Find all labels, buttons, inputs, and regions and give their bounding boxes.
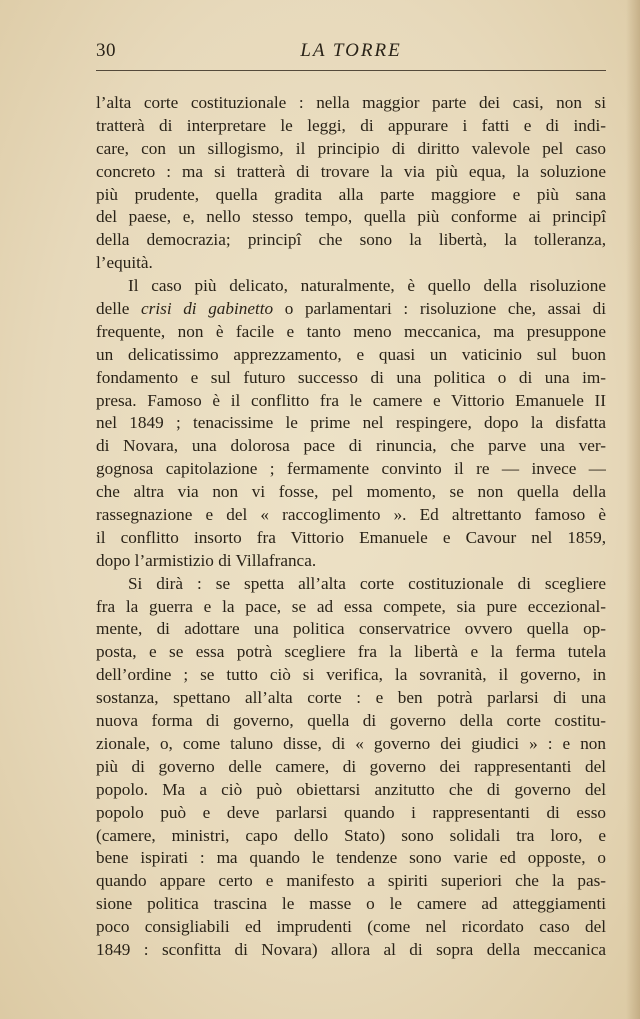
- text-line: poco consigliabili ed imprudenti (come nel ricordato caso del: [96, 917, 606, 937]
- text-fragment: delle: [96, 299, 142, 319]
- text-line: concreto : ma si tratterà di trovare la via più equa, la soluzione: [96, 161, 606, 181]
- text-line: più di governo delle camere, di governo dei rappresentanti del: [96, 756, 606, 776]
- text-line: l’alta corte costituzionale : nella maggior parte dei casi, non si: [96, 93, 606, 112]
- text-line: sostanza, spettano all’alta corte : e ben potrà parlarsi di una: [96, 688, 606, 708]
- italic-term: crisi di gabinetto: [141, 299, 274, 319]
- text-line: 1849 : sconfitta di Novara) allora al di sopra della meccanica: [96, 939, 606, 959]
- text-line: dopo l’armistizio di Villafranca.: [96, 550, 317, 570]
- text-line: presa. Famoso è il conflitto fra le camere e Vittorio Emanuele II: [96, 390, 606, 410]
- text-line: bene ispirati : ma quando le tendenze sono varie ed opposte, o: [96, 848, 606, 868]
- text-line: [96, 298, 606, 321]
- text-line: Si dirà : se spetta all’alta corte costituzionale di scegliere: [128, 573, 606, 593]
- text-line: frequente, non è facile e tanto meno meccanica, ma presuppone: [96, 321, 606, 341]
- text-line: posta, e se essa potrà scegliere fra la libertà e la ferma tutela: [96, 642, 606, 662]
- text-fragment: o parlamentari : risoluzione che, assai di: [273, 299, 606, 319]
- text-line: Il caso più delicato, naturalmente, è quello della risoluzione: [128, 276, 606, 296]
- text-line: più prudente, quella gradita alla parte maggiore e più sana: [96, 184, 606, 204]
- text-line: popolo può e deve parlarsi quando i rappresentanti di esso: [96, 802, 606, 822]
- header-rule: [96, 70, 606, 71]
- text-line: l’equità.: [96, 253, 153, 273]
- page-header: [96, 40, 606, 66]
- text-line: care, con un sillogismo, il principio di diritto valevole pel caso: [96, 138, 606, 158]
- body-text: [96, 92, 606, 962]
- text-line: fra la guerra e la pace, se ad essa compete, sia pure eccezional-: [96, 596, 606, 616]
- page-number: 30: [96, 40, 116, 61]
- text-line: quando appare certo e manifesto a spiriti superiori che la pas-: [96, 871, 606, 891]
- text-line: il conflitto insorto fra Vittorio Emanuele e Cavour nel 1859,: [96, 527, 606, 547]
- text-line: sione politica trascina le masse o le camere ad atteggiamenti: [96, 894, 606, 914]
- page-edge-shadow: [626, 0, 640, 1019]
- text-line: zionale, o, come taluno disse, di « governo dei giudici » : e non: [96, 733, 606, 753]
- text-line: (camere, ministri, capo dello Stato) sono solidali tra loro, e: [96, 825, 606, 845]
- text-line: fondamento e sul futuro successo di una politica o di una im-: [96, 367, 606, 387]
- text-line: rassegnazione e del « raccoglimento ». Ed altrettanto famoso è: [96, 505, 606, 525]
- text-line: mente, di adottare una politica conservatrice ovvero quella op-: [96, 619, 606, 639]
- text-line: nuova forma di governo, quella di governo della corte costitu-: [96, 711, 606, 731]
- text-line: popolo. Ma a ciò può obiettarsi anzitutto che di governo del: [96, 779, 606, 799]
- text-line: della democrazia; principî che sono la libertà, la tolleranza,: [96, 230, 606, 250]
- text-line: dell’ordine ; se tutto ciò si verifica, la sovranità, il governo, in: [96, 665, 606, 685]
- text-line: gognosa capitolazione ; fermamente convinto il re — invece —: [96, 459, 606, 479]
- text-line: che altra via non vi fosse, pel momento, se non quella della: [96, 482, 606, 502]
- text-line: tratterà di interpretare le leggi, di appurare i fatti e di indi-: [96, 115, 606, 135]
- text-line: nel 1849 ; tenacissime le prime nel respingere, dopo la disfatta: [96, 413, 606, 433]
- running-title: LA TORRE: [300, 40, 402, 61]
- text-line: del paese, e, nello stesso tempo, quella più conforme ai principî: [96, 207, 606, 227]
- text-line: un delicatissimo apprezzamento, e quasi un vaticinio sul buon: [96, 344, 606, 364]
- text-line: di Novara, una dolorosa pace di rinuncia, che parve una ver-: [96, 436, 606, 456]
